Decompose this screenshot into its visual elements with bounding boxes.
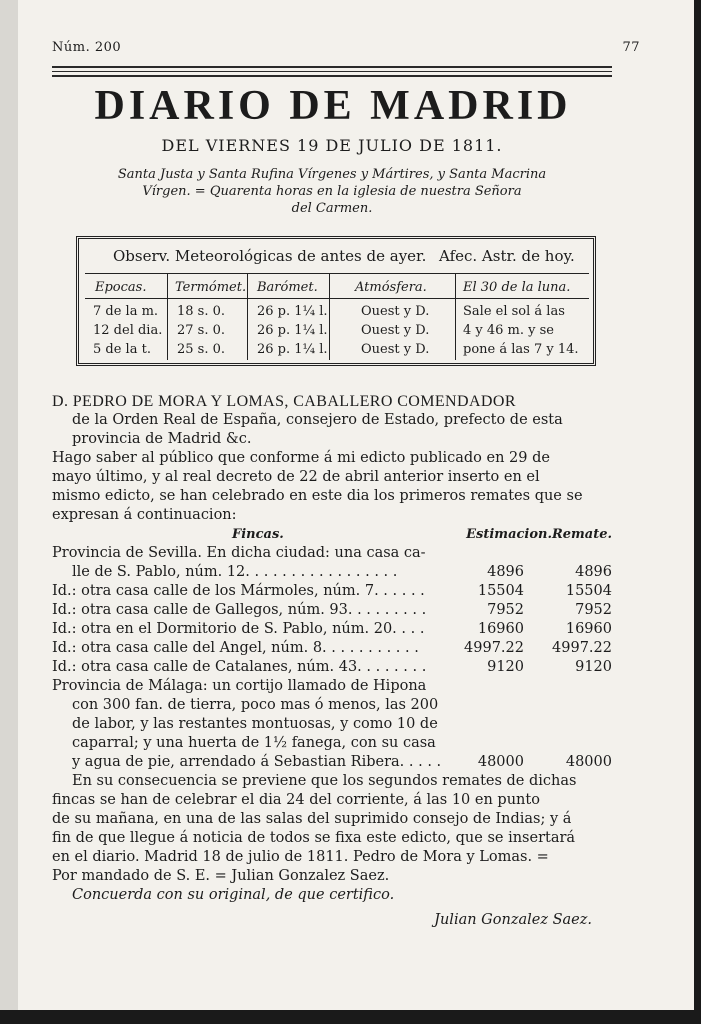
closing-line: fin de que llegue á noticia de todos se fixa este edicto, que se insertará <box>52 830 576 846</box>
notice-heading-line: de la Orden Real de España, consejero de Estado, prefecto de esta <box>72 412 563 428</box>
cell-epoca: 12 del dia. <box>93 323 163 338</box>
entry-remate: 7952 <box>575 602 612 618</box>
entry-remate: 9120 <box>575 659 612 675</box>
cell-atmosfera: Ouest y D. <box>361 304 430 319</box>
closing-line: Por mandado de S. E. = Julian Gonzalez Saez. <box>52 868 390 884</box>
closing-line: En su consecuencia se previene que los segundos remates de dichas <box>72 773 577 789</box>
signature: Julian Gonzalez Saez. <box>434 912 592 928</box>
concuerda-line: Concuerda con su original, de que certifico. <box>72 887 395 903</box>
malaga-line: de labor, y las restantes montuosas, y como 10 de <box>72 716 438 732</box>
intro-line: mismo edicto, se han celebrado en este dia los primeros remates que se <box>52 488 583 504</box>
saints-line: Santa Justa y Santa Rufina Vírgenes y Mártires, y Santa Macrina <box>117 167 547 182</box>
cell-epoca: 7 de la m. <box>93 304 159 319</box>
header-barometro: Barómet. <box>257 280 318 295</box>
entry-remate: 4896 <box>575 564 612 580</box>
entry-remate: 4997.22 <box>552 640 612 656</box>
header-termometro: Termómet. <box>175 280 247 295</box>
col-fincas: Fincas. <box>232 527 284 542</box>
closing-line: en el diario. Madrid 18 de julio de 1811. Pedro de Mora y Lomas. = <box>52 849 549 865</box>
entry-description: Id.: otra casa calle de Catalanes, núm. 43. . . . . . . . <box>52 659 427 675</box>
entry-remate: 48000 <box>565 754 612 770</box>
cell-atmosfera: Ouest y D. <box>361 342 430 357</box>
cell-luna: Sale el sol á las <box>463 304 565 319</box>
entry-description: y agua de pie, arrendado á Sebastian Ribera. . . . . <box>72 754 442 770</box>
cell-barometro: 26 p. 1¼ l. <box>257 304 328 319</box>
entry-description: Id.: otra casa calle del Angel, núm. 8. . . . . . . . . . . <box>52 640 419 656</box>
cell-luna: 4 y 46 m. y se <box>463 323 554 338</box>
notice-heading-line: provincia de Madrid &c. <box>72 431 252 447</box>
intro-line: Hago saber al público que conforme á mi edicto publicado en 29 de <box>52 450 550 466</box>
header-luna: El 30 de la luna. <box>463 280 571 295</box>
entry-estimacion: 15504 <box>477 583 524 599</box>
cell-termometro: 25 s. 0. <box>177 342 226 357</box>
province-malaga: Provincia de Málaga: un cortijo llamado de Hipona <box>52 678 427 694</box>
entry-estimacion: 16960 <box>477 621 524 637</box>
malaga-line: con 300 fan. de tierra, poco mas ó menos, las 200 <box>72 697 439 713</box>
header-epocas: Epocas. <box>95 280 147 295</box>
astro-title: Afec. Astr. de hoy. <box>439 247 575 265</box>
cell-epoca: 5 de la t. <box>93 342 151 357</box>
header-rules <box>52 66 612 80</box>
saints-line: Vírgen. = Quarenta horas en la iglesia de nuestra Señora <box>142 184 522 199</box>
auction-column-headers <box>52 525 612 544</box>
weather-row <box>85 323 589 342</box>
entry-estimacion: 4896 <box>487 564 524 580</box>
weather-table <box>76 236 596 366</box>
auction-entry <box>52 582 612 601</box>
auction-entry <box>52 639 612 658</box>
auction-entry <box>52 753 612 772</box>
issue-number: Núm. 200 <box>52 40 122 55</box>
entry-description: Id.: otra casa calle de Gallegos, núm. 93. . . . . . . . . <box>52 602 427 618</box>
closing-line: de su mañana, en una de las salas del suprimido consejo de Indias; y á <box>52 811 572 827</box>
malaga-line: caparral; y una huerta de 1½ fanega, con su casa <box>72 735 436 751</box>
entry-remate: 15504 <box>565 583 612 599</box>
notice-heading: D. PEDRO DE MORA Y LOMAS, CABALLERO COMENDADOR <box>52 393 516 410</box>
cell-atmosfera: Ouest y D. <box>361 323 430 338</box>
entry-estimacion: 9120 <box>487 659 524 675</box>
auction-entry <box>52 563 612 582</box>
entry-estimacion: 48000 <box>477 754 524 770</box>
page-number: 77 <box>622 40 640 55</box>
auction-entry <box>52 601 612 620</box>
weather-title: Observ. Meteorológicas de antes de ayer. <box>113 247 427 265</box>
province-sevilla: Provincia de Sevilla. En dicha ciudad: una casa ca- <box>52 545 426 561</box>
cell-luna: pone á las 7 y 14. <box>463 342 579 357</box>
entry-description: Id.: otra casa calle de los Mármoles, núm. 7. . . . . . <box>52 583 425 599</box>
masthead-title: DIARIO DE MADRID <box>94 83 572 129</box>
header-atmosfera: Atmósfera. <box>355 280 427 295</box>
intro-line: expresan á continuacion: <box>52 507 237 523</box>
cell-termometro: 27 s. 0. <box>177 323 226 338</box>
col-estimacion: Estimacion. <box>466 527 552 542</box>
entry-description: lle de S. Pablo, núm. 12. . . . . . . . . . . . . . . . . <box>72 564 398 580</box>
entry-description: Id.: otra en el Dormitorio de S. Pablo, núm. 20. . . . <box>52 621 425 637</box>
auction-entry <box>52 620 612 639</box>
edict-notice <box>52 392 612 930</box>
entry-estimacion: 4997.22 <box>464 640 524 656</box>
weather-row <box>85 304 589 323</box>
saints-of-the-day <box>52 166 612 217</box>
col-remate: Remate. <box>551 527 612 542</box>
weather-grid <box>85 273 589 357</box>
cell-barometro: 26 p. 1¼ l. <box>257 323 328 338</box>
closing-line: fincas se han de celebrar el dia 24 del corriente, á las 10 en punto <box>52 792 540 808</box>
weather-header-row <box>85 274 589 299</box>
cell-barometro: 26 p. 1¼ l. <box>257 342 328 357</box>
cell-termometro: 18 s. 0. <box>177 304 226 319</box>
weather-row <box>85 342 589 361</box>
entry-estimacion: 7952 <box>487 602 524 618</box>
auction-entry <box>52 658 612 677</box>
intro-line: mayo último, y al real decreto de 22 de abril anterior inserto en el <box>52 469 540 485</box>
dateline: DEL VIERNES 19 DE JULIO DE 1811. <box>161 136 503 155</box>
saints-line: del Carmen. <box>291 201 373 216</box>
entry-remate: 16960 <box>565 621 612 637</box>
